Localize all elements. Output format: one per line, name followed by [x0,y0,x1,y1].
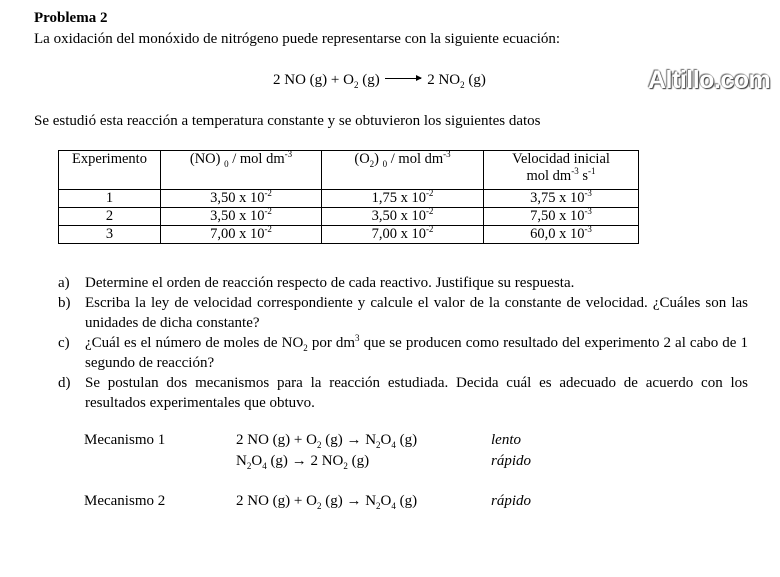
equation-o2-subscript: 2 [353,80,359,90]
mechanism-speed: rápido [491,493,532,509]
header-experiment: Experimento [59,151,161,190]
watermark-logo: Altillo.com [648,66,771,94]
cell-no: 7,00 x $10^{-2}$ [161,226,322,244]
header-o2-concentration: $(O_2)$ $_0$ / mol $dm^{-3}$ [322,151,484,190]
question-c [58,333,748,373]
question-list [58,273,748,413]
question-label: b) [58,295,71,311]
mechanisms-section [84,430,531,512]
table-row [59,190,639,208]
table-row [59,226,639,244]
reaction-equation [273,72,486,89]
cell-no: 3,50 x $10^{-2}$ [161,208,322,226]
arrow-icon: → [291,453,307,469]
question-a [58,273,748,293]
question-text: Determine el orden de reacción respecto de cada reactivo. Justifique su respuesta. [85,275,575,291]
cell-rate: 7,50 x $10^{-3}$ [484,208,639,226]
mechanism-reaction: 2 NO $(g) + O_2$ $(g) \to N_2O_4$ (g) [236,493,418,511]
mechanism-2-name: Mecanismo 2 [84,493,166,509]
question-label: a) [58,275,70,291]
cell-o2: 7,00 x $10^{-2}$ [322,226,484,244]
question-label: c) [58,335,70,351]
arrow-icon: → [346,493,362,509]
cell-rate: 60,0 x $10^{-3}$ [484,226,639,244]
mechanism-reaction: 2 NO $(g) + O_2$ $(g) \to N_2O_4$ (g) [236,432,418,450]
cell-experiment: 2 [59,208,161,226]
cell-rate: 3,75 x $10^{-3}$ [484,190,639,208]
mechanism-reaction: $N_2O_4$ (g) → 2 $NO_2$ (g) [236,453,370,471]
mechanism-1-name: Mecanismo 1 [84,432,166,448]
mechanism-2-step-1 [84,491,531,512]
question-text: ¿Cuál es el número de moles de $NO_2$ por $dm^3$ que se producen como resultado del experimento 2 al cabo de 1 segundo de reacción? [85,333,748,371]
question-text: Escriba la ley de velocidad correspondiente y calcule el valor de la constante de velocidad. ¿Cuáles son las unidades de dicha constante? [85,295,748,331]
question-b [58,293,748,333]
cell-experiment: 3 [59,226,161,244]
equation-o2-state: (g) [358,72,380,88]
equation-product: 2 NO [423,72,461,88]
mechanism-speed: lento [491,432,521,448]
cell-experiment: 1 [59,190,161,208]
question-d [58,373,748,413]
mechanism-1-step-1 [84,430,531,451]
intro-text: La oxidación del monóxido de nitrógeno puede representarse con la siguiente ecuación: [34,31,561,47]
equation-no2-subscript: 2 [460,80,465,90]
table-row [59,208,639,226]
question-label: d) [58,375,71,391]
mechanism-speed: rápido [491,453,532,469]
equation-product-state: (g) [464,72,486,88]
equation-reactants: 2 NO (g) + O [273,72,354,88]
problem-title: Problema 2 [34,10,108,26]
cell-no: 3,50 x $10^{-2}$ [161,190,322,208]
mechanism-1-step-2 [84,451,531,472]
data-table [58,150,639,244]
header-initial-rate: Velocidad inicial mol $dm^{-3}$ $s^{-1}$ [484,151,639,190]
reaction-arrow-icon [385,78,421,79]
cell-o2: 1,75 x $10^{-2}$ [322,190,484,208]
header-no-concentration: (NO) $_0$ / mol $dm^{-3}$ [161,151,322,190]
table-header-row [59,151,639,190]
arrow-icon: → [346,432,362,448]
study-text: Se estudió esta reacción a temperatura constante y se obtuvieron los siguientes datos [34,113,541,129]
question-text: Se postulan dos mecanismos para la reacción estudiada. Decida cuál es adecuado de acuerdo con los resultados experimentales que obtuvo. [85,375,748,411]
cell-o2: 3,50 x $10^{-2}$ [322,208,484,226]
